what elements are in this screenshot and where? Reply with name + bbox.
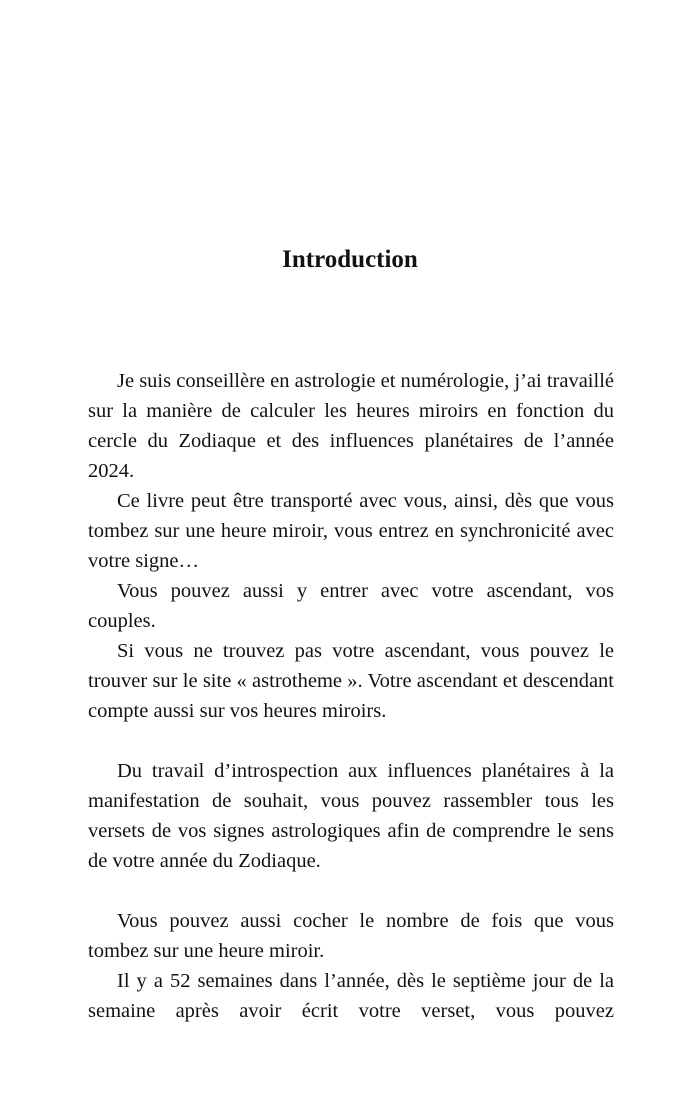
- paragraph-4: Si vous ne trouvez pas votre ascendant, vous pouvez le trouver sur le site « astrotheme ». Votre ascendant et descendant compte aussi sur vos heures miroirs.: [88, 640, 614, 722]
- paragraph-spacer: [88, 876, 614, 906]
- body-text: [88, 366, 614, 1026]
- paragraph-1: Je suis conseillère en astrologie et numérologie, j’ai travaillé sur la manière de calculer les heures miroirs en fonction du cercle du Zodiaque et des influences planétaires de l’année 2024.: [88, 370, 614, 482]
- paragraph-spacer: [88, 726, 614, 756]
- paragraph-7: Il y a 52 semaines dans l’année, dès le septième jour de la semaine après avoir écrit votre verset, vous pouvez: [88, 970, 614, 1022]
- page-title: Introduction: [282, 246, 418, 273]
- paragraph-5: Du travail d’introspection aux influences planétaires à la manifestation de souhait, vous pouvez rassembler tous les versets de vos signes astrologiques afin de comprendre le sens de votre année du Zodiaque.: [88, 760, 614, 872]
- paragraph-3: Vous pouvez aussi y entrer avec votre ascendant, vos couples.: [88, 580, 614, 632]
- paragraph-6: Vous pouvez aussi cocher le nombre de fois que vous tombez sur une heure miroir.: [88, 910, 614, 962]
- paragraph-2: Ce livre peut être transporté avec vous, ainsi, dès que vous tombez sur une heure miroir, vous entrez en synchronicité avec votre signe…: [88, 490, 614, 572]
